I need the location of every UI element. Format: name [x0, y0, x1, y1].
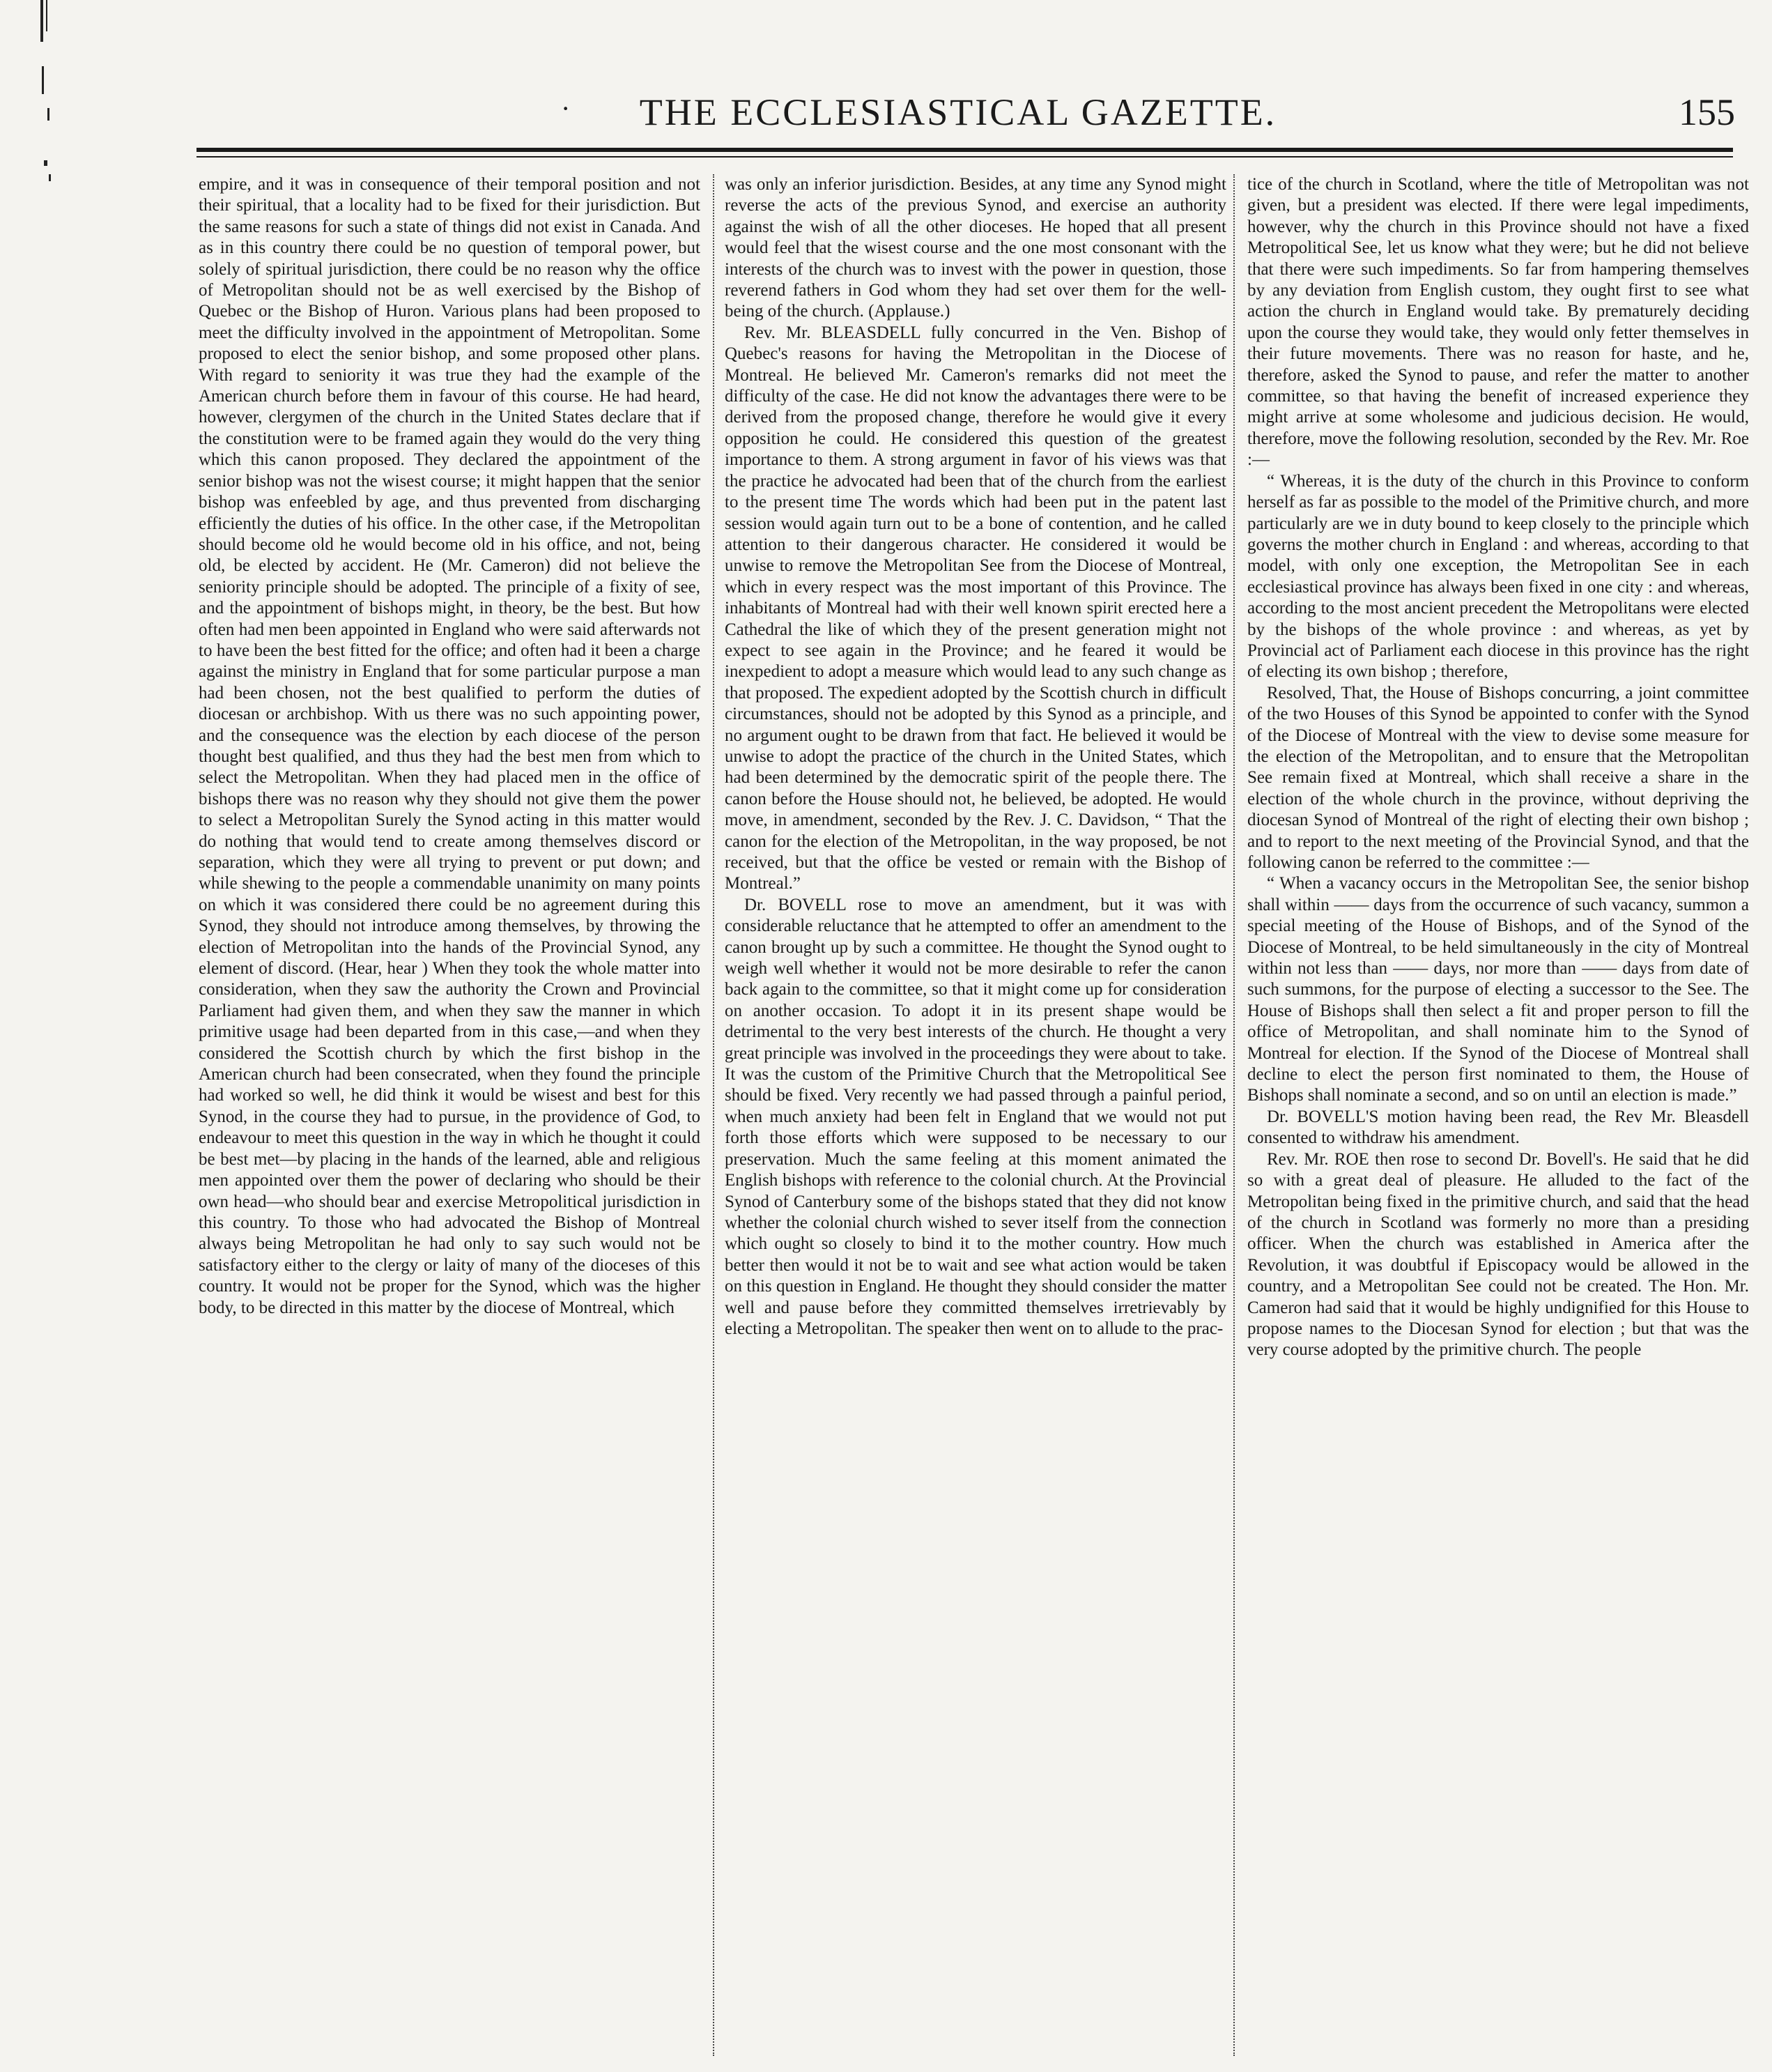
- column-divider: [713, 174, 714, 2056]
- paragraph: “ Whereas, it is the duty of the church in this Province to conform herself as far as possible to the model of the Primitive church, and more particularly are we in duty bound to keep closely to the principle which governs the mother church in England : and whereas, according to that model, with only one exception, the Metropolitan See in each ecclesiastical province has always been fixed in one city : and whereas, according to the most ancient precedent the Metropolitans were elected by the bishops of the whole province : and whereas, as yet by Provincial act of Parliament each diocese in this province has the right of electing its own bishop ; therefore,: [1247, 471, 1749, 682]
- scan-edge-marks: [0, 0, 56, 2072]
- column-3: [1247, 174, 1749, 2056]
- paragraph: Resolved, That, the House of Bishops concurring, a joint committee of the two Houses of this Synod be appointed to confer with the Synod of the Diocese of Montreal with the view to devise some measure for the election of the Metropolitan, and to ensure that the Metropolitan See remain fixed at Montreal, which shall receive a share in the election of the whole church in the province, without depriving the diocesan Synod of Montreal of the right of electing their own bishop ; and to report to the next meeting of the Provincial Synod, and that the following canon be referred to the committee :—: [1247, 683, 1749, 872]
- paragraph: was only an inferior jurisdiction. Besides, at any time any Synod might reverse the acts of the previous Synod, and exercise an authority against the wish of all the other dioceses. He hoped that all present would feel that the wisest course and the one most consonant with the interests of the church was to invest with the power in question, those reverend fathers in God whom they had set over them for the well-being of the church. (Applause.): [725, 175, 1226, 321]
- header-rule-thin: [197, 156, 1733, 158]
- column-1: [199, 174, 700, 2056]
- paragraph: Rev. Mr. BLEASDELL fully concurred in the Ven. Bishop of Quebec's reasons for having the Metropolitan in the Diocese of Montreal. He believed Mr. Cameron's remarks did not meet the difficulty of the case. He did not know the advantages there were to be derived from the proposed change, therefore he would give it every opposition he could. He considered this question of the greatest importance to them. A strong argument in favor of his views was that the practice he advocated had been that of the church from the earliest to the present time The words which had been put in the patent last session would again turn out to be a bone of contention, and he called attention to their dangerous character. He considered it would be unwise to remove the Metropolitan See from the Diocese of Montreal, which in every respect was the most important of this Province. The inhabitants of Montreal had with their well known spirit erected here a Cathedral the like of which they of the present generation might not expect to see again in the Province; and he feared it would be inexpedient to adopt a measure which would lead to any such change as that proposed. The expedient adopted by the Scottish church in difficult circumstances, should not be adopted by this Synod as a principle, and no argument ought to be drawn from that fact. He believed it would be unwise to adopt the practice of the church in the United States, which had been determined by the democratic spirit of the people there. The canon before the House should not, he believed, be adopted. He would move, in amendment, seconded by the Rev. J. C. Davidson, “ That the canon for the election of the Metropolitan, in the way proposed, be not received, but that the office be vested or remain with the Bishop of Montreal.”: [725, 323, 1226, 893]
- column-divider: [1233, 174, 1235, 2056]
- paragraph: Dr. BOVELL'S motion having been read, the Rev Mr. Bleasdell consented to withdraw his amendment.: [1247, 1107, 1749, 1148]
- paragraph: empire, and it was in consequence of their temporal position and not their spiritual, that a locality had to be fixed for their jurisdiction. But the same reasons for such a state of things did not exist in Canada. And as in this country there could be no question of temporal power, but solely of spiritual jurisdiction, there could be no reason why the office of Metropolitan should not be as well exercised by the Bishop of Quebec or the Bishop of Huron. Various plans had been proposed to meet the difficulty involved in the appointment of Metropolitan. Some proposed to elect the senior bishop, and some proposed other plans. With regard to seniority it was true they had the example of the American church before them in favour of this course. He had heard, however, clergymen of the church in the United States declare that if the constitution were to be framed again they would do the very thing which this canon proposed. They declared the appointment of the senior bishop was not the wisest course; it might happen that the senior bishop was enfeebled by age, and thus prevented from discharging efficiently the duties of his office. In the other case, if the Metropolitan should become old he would become old in his office, and not, being old, be elected by accident. He (Mr. Cameron) did not believe the seniority principle should be adopted. The principle of a fixity of see, and the appointment of bishops might, in theory, be the best. But how often had men been appointed in England who were said afterwards not to have been the best fitted for the office; and often had it been a charge against the ministry in England that for some particular purpose a man had been chosen, not the best qualified to perform the duties of diocesan or archbishop. With us there was no such appointing power, and the consequence was the election by each diocese of the person thought best qualified, and thus they had the best men from which to select the Metropolitan. When they had placed men in the office of bishops there was no reason why they should not give them the power to select a Metropolitan Surely the Synod acting in this matter would do nothing that would tend to create among themselves discord or separation, which they were all trying to prevent or put down; and while shewing to the people a commendable unanimity on many points on which it was considered there could be no agreement during this Synod, they should not introduce among themselves, by throwing the election of Metropolitan into the hands of the Provincial Synod, any element of discord. (Hear, hear ) When they took the whole matter into consideration, when they saw the authority the Crown and Provincial Parliament had given them, and when they saw the manner in which primitive usage had been departed from in this case,—and when they considered the Scottish church by which the first bishop in the American church had been consecrated, when they found the principle had worked so well, he did think it would be wisest and best for this Synod, in the course they had to pursue, in the providence of God, to endeavour to meet this question in the way in which he thought it could be best met—by placing in the hands of the learned, able and religious men appointed over them the power of declaring who should be their own head—who should bear and exercise Metropolitical jurisdiction in this country. To those who had advocated the Bishop of Montreal always being Metropolitan he had only to say such would not be satisfactory either to the clergy or laity of many of the dioceses of this country. It would not be proper for the Synod, which was the higher body, to be directed in this matter by the diocese of Montreal, which: [199, 175, 700, 1317]
- header-dot: ·: [561, 93, 571, 124]
- header-rule-thick: [197, 148, 1733, 152]
- paragraph: tice of the church in Scotland, where the title of Metropolitan was not given, but a president was elected. If there were legal impediments, however, why the church in this Province should not have a fixed Metropolitical See, let us know what they were; but he did not believe that there were such impediments. So far from hampering themselves by any deviation from English custom, they ought first to see what action the church in England would take. By prematurely deciding upon the course they would take, they would only fetter themselves in their future movements. There was no reason for haste, and he, therefore, asked the Synod to pause, and refer the matter to another committee, so that having the benefit of increased experience they might arrive at some wholesome and judicious decision. He would, therefore, move the following resolution, seconded by the Rev. Mr. Roe :—: [1247, 175, 1749, 470]
- column-2: [725, 174, 1226, 2056]
- page-number: 155: [1679, 91, 1735, 133]
- page-header: [181, 82, 1735, 145]
- paragraph: Rev. Mr. ROE then rose to second Dr. Bovell's. He said that he did so with a great deal of pleasure. He alluded to the fact of the Metropolitan being fixed in the primitive church, and said that the head of the church in Scotland was formerly no more than a presiding officer. When the church was established in America after the Revolution, it was doubtful if Episcopacy would be allowed in the country, and a Metropolitan See could not be created. The Hon. Mr. Cameron had said that it would be highly undignified for this House to propose names to the Diocesan Synod for election ; but that was the very course adopted by the primitive church. The people: [1247, 1149, 1749, 1360]
- publication-title: THE ECCLESIASTICAL GAZETTE.: [639, 91, 1277, 133]
- paragraph: “ When a vacancy occurs in the Metropolitan See, the senior bishop shall within —— days from the occurrence of such vacancy, summon a special meeting of the House of Bishops, and of the Synod of the Diocese of Montreal, to be held simultaneously in the city of Montreal within not less than —— days, nor more than —— days from date of such summons, for the purpose of electing a successor to the See. The House of Bishops shall then select a fit and proper person to fill the office of Metropolitan, and shall nominate him to the Synod of Montreal for election. If the Synod of the Diocese of Montreal shall decline to elect the person first nominated to them, the House of Bishops shall nominate a second, and so on until an election is made.”: [1247, 874, 1749, 1105]
- paragraph: Dr. BOVELL rose to move an amendment, but it was with considerable reluctance that he attempted to offer an amendment to the canon brought up by such a committee. He thought the Synod ought to weigh well whether it would not be more desirable to refer the canon back again to the committee, so that it might come up for consideration on another occasion. To adopt it in its present shape would be detrimental to the very best interests of the church. He thought a very great principle was involved in the proceedings they were about to take. It was the custom of the Primitive Church that the Metropolitical See should be fixed. Very recently we had passed through a painful period, when much anxiety had been felt in England that we would not put forth those efforts which were supposed to be necessary to our preservation. Much the same feeling at this moment animated the English bishops with reference to the colonial church. At the Provincial Synod of Canterbury some of the bishops stated that they did not know whether the colonial church wished to sever itself from the connection which ought so closely to bind it to the mother country. How much better then would it not be to wait and see what action would be taken on this question in England. He thought they should consider the matter well and pause before they committed themselves irretrievably by electing a Metropolitan. The speaker then went on to allude to the prac-: [725, 895, 1226, 1338]
